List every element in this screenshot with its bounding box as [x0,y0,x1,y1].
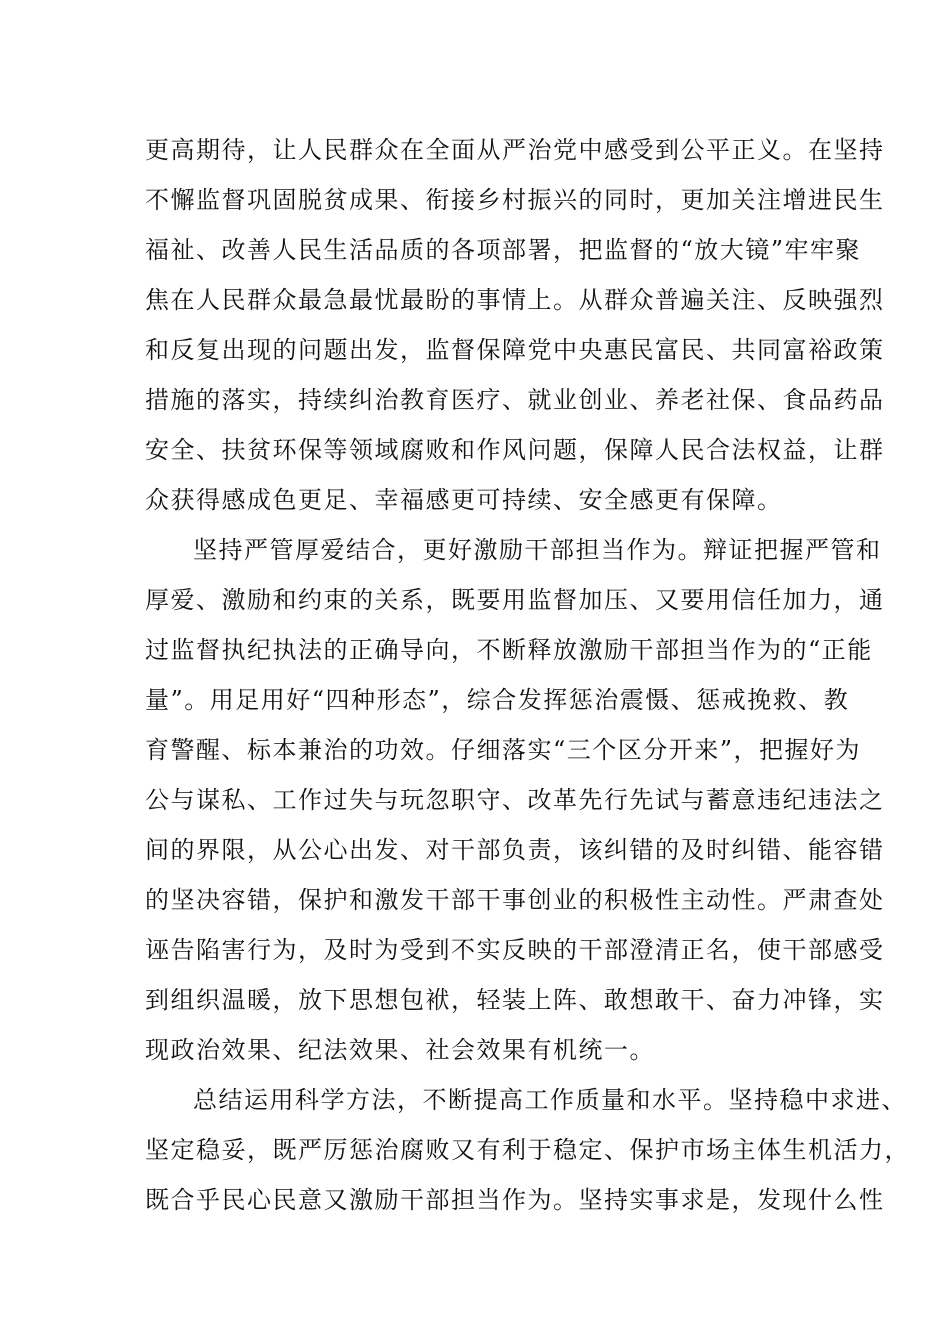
text-line: 更高期待，让人民群众在全面从严治党中感受到公平正义。在坚持 [145,136,885,164]
text-line: 过监督执纪执法的正确导向，不断释放激励干部担当作为的“正能 [145,636,873,664]
text-line: 坚持严管厚爱结合，更好激励干部担当作为。辩证把握严管和 [193,536,882,564]
text-line: 福祉、改善人民生活品质的各项部署，把监督的“放大镜”牢牢聚 [145,236,862,264]
text-line: 间的界限，从公心出发、对干部负责，该纠错的及时纠错、能容错 [145,836,885,864]
text-line: 量”。用足用好“四种形态”，综合发挥惩治震慑、惩戒挽救、教 [145,686,850,714]
paragraph-2 [145,525,885,1075]
text-line: 公与谋私、工作过失与玩忽职守、改革先行先试与蓄意违纪违法之 [145,786,885,814]
paragraph-1 [145,125,885,525]
text-line: 焦在人民群众最急最忧最盼的事情上。从群众普遍关注、反映强烈 [145,286,885,314]
text-line: 不懈监督巩固脱贫成果、衔接乡村振兴的同时，更加关注增进民生 [145,186,885,214]
text-line: 措施的落实，持续纠治教育医疗、就业创业、养老社保、食品药品 [145,386,885,414]
text-line: 育警醒、标本兼治的功效。仔细落实“三个区分开来”，把握好为 [145,736,862,764]
text-line: 的坚决容错，保护和激发干部干事创业的积极性主动性。严肃查处 [145,886,885,914]
text-line: 众获得感成色更足、幸福感更可持续、安全感更有保障。 [145,486,783,514]
text-line: 现政治效果、纪法效果、社会效果有机统一。 [145,1036,655,1064]
document-body [145,125,910,1225]
text-line: 总结运用科学方法，不断提高工作质量和水平。坚持稳中求进、 [193,1086,907,1114]
text-line: 坚定稳妥，既严厉惩治腐败又有利于稳定、保护市场主体生机活力， [145,1136,910,1164]
text-line: 安全、扶贫环保等领域腐败和作风问题，保障人民合法权益，让群 [145,436,885,464]
text-line: 到组织温暖，放下思想包袱，轻装上阵、敢想敢干、奋力冲锋，实 [145,986,885,1014]
paragraph-3 [145,1075,910,1225]
text-line: 既合乎民心民意又激励干部担当作为。坚持实事求是，发现什么性 [145,1186,885,1214]
text-line: 诬告陷害行为，及时为受到不实反映的干部澄清正名，使干部感受 [145,936,885,964]
text-line: 厚爱、激励和约束的关系，既要用监督加压、又要用信任加力，通 [145,586,885,614]
text-line: 和反复出现的问题出发，监督保障党中央惠民富民、共同富裕政策 [145,336,885,364]
